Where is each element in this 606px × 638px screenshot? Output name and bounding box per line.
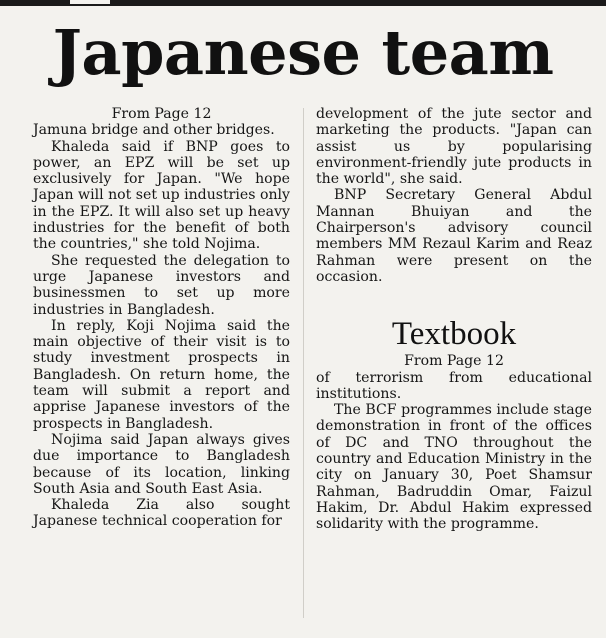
paragraph: The BCF programmes include stage demonstration in front of the offices of DC and TNO throughout the country and Education Ministry in the city on January 30, Poet Shamsur Rahman, Badruddin Omar, Faizul Hakim, Dr. Abdul Hakim expressed solidarity with the programme. xyxy=(316,402,592,533)
paragraph: In reply, Koji Nojima said the main objective of their visit is to study investment prospects in Bangladesh. On return home, the team will submit a report and apprise Japanese investors of the prospects in Bangladesh. xyxy=(33,317,290,432)
right-column xyxy=(316,106,592,533)
paragraph: Jamuna bridge and other bridges. xyxy=(33,122,275,139)
paragraph: She requested the delegation to urge Japanese investors and businessmen to set up more industries in Bangladesh. xyxy=(33,252,290,318)
left-column xyxy=(33,106,290,530)
top-rule-gap xyxy=(70,0,110,4)
jump-line-right: From Page 12 xyxy=(404,353,504,370)
paragraph: development of the jute sector and marketing the products. "Japan can assist us by popularising environment-friendly jute products in the world", she said. xyxy=(316,106,592,188)
paragraph: Khaleda Zia also sought Japanese technical cooperation for xyxy=(33,497,290,530)
paragraph: Nojima said Japan always gives due importance to Bangladesh because of its location, linking South Asia and South East Asia. xyxy=(33,431,290,497)
paragraph: BNP Secretary General Abdul Mannan Bhuiyan and the Chairperson's advisory council members MM Rezaul Karim and Reaz Rahman were present on the occasion. xyxy=(316,187,592,285)
jump-line-left: From Page 12 xyxy=(111,106,212,122)
headline-japanese-team: Japanese team xyxy=(52,16,554,89)
column-divider xyxy=(303,108,304,618)
paragraph: of terrorism from educational institutions. xyxy=(316,369,592,402)
headline-textbook: Textbook xyxy=(391,316,517,353)
paragraph: Khaleda said if BNP goes to power, an EPZ will be set up exclusively for Japan. "We hope Japan will not set up industries only in the EPZ. It will also set up heavy industries for the benefit of both the countries," she told Nojima. xyxy=(33,138,291,253)
page-top-rule xyxy=(0,0,606,6)
